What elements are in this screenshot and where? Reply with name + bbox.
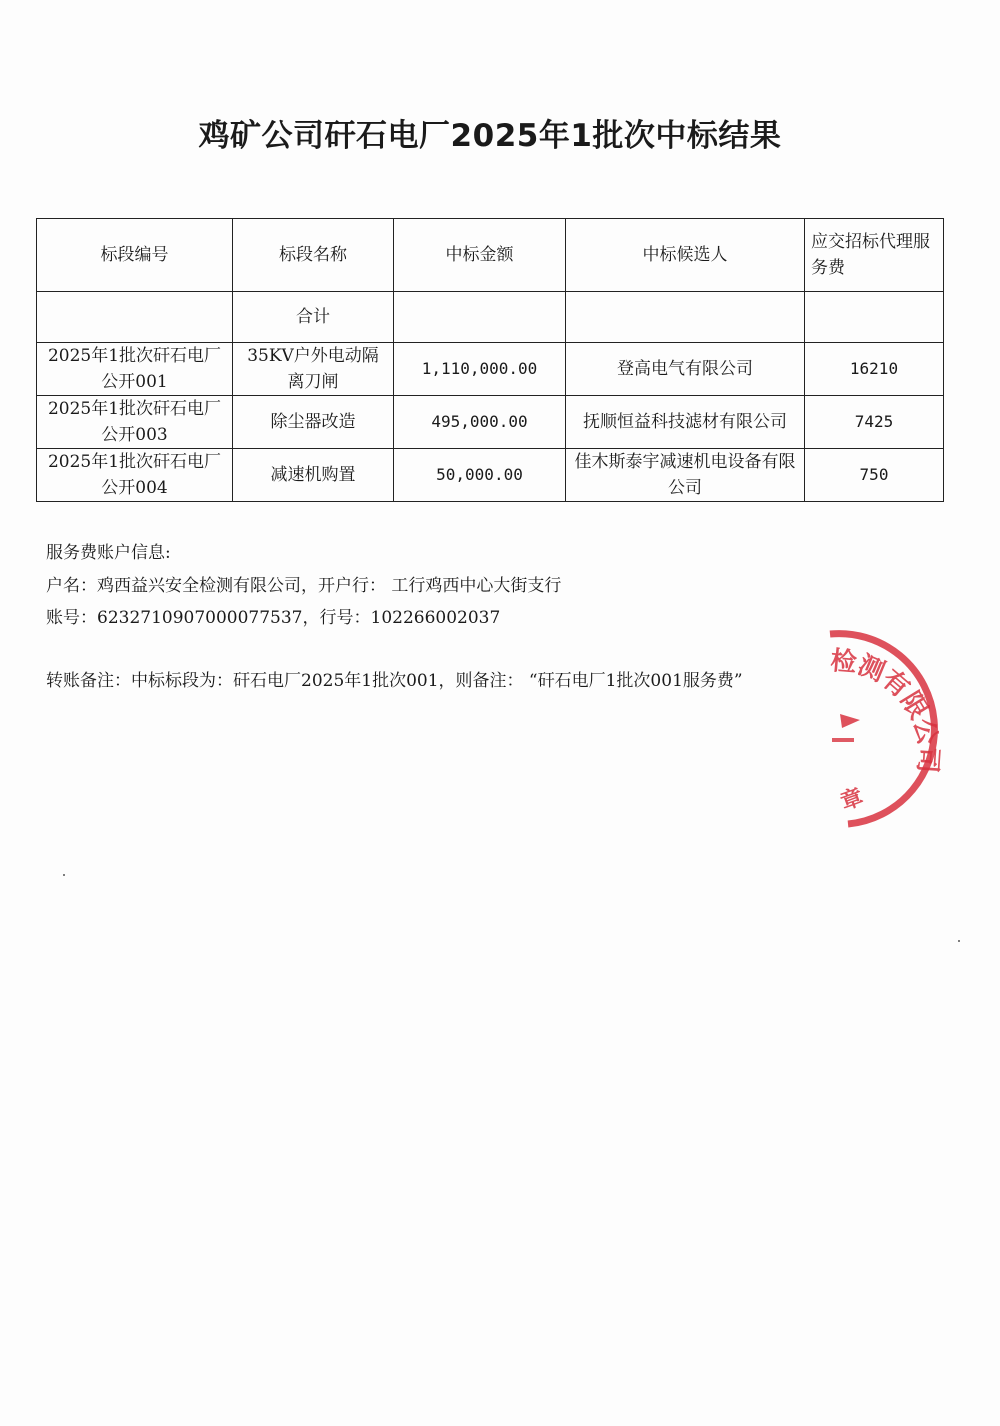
header-agency-fee: 应交招标代理服务费 (805, 219, 944, 292)
section-code: 2025年1批次矸石电厂公开003 (37, 396, 233, 449)
section-name: 35KV户外电动隔离刀闸 (233, 343, 394, 396)
seal-text: 检测有限公司 (829, 646, 944, 775)
agency-fee: 7425 (805, 396, 944, 449)
account-heading: 服务费账户信息: (46, 543, 171, 563)
section-code: 2025年1批次矸石电厂公开001 (37, 343, 233, 396)
table-row (37, 343, 944, 396)
winning-amount: 50,000.00 (394, 449, 566, 502)
page-title: 鸡矿公司矸石电厂2025年1批次中标结果 (198, 118, 782, 154)
table-row (37, 396, 944, 449)
winning-amount: 495,000.00 (394, 396, 566, 449)
winning-candidate: 抚顺恒益科技滤材有限公司 (566, 396, 805, 449)
table-header-row (37, 219, 944, 292)
account-holder-line: 户名：鸡西益兴安全检测有限公司，开户行： 工行鸡西中心大街支行 (46, 576, 562, 596)
header-section-code: 标段编号 (37, 219, 233, 292)
seal-tail-char: 章 (837, 783, 867, 816)
header-section-name: 标段名称 (233, 219, 394, 292)
winning-candidate: 佳木斯泰宇减速机电设备有限公司 (566, 449, 805, 502)
seal-triangle (840, 714, 860, 728)
section-code: 2025年1批次矸石电厂公开004 (37, 449, 233, 502)
total-row (37, 292, 944, 343)
account-number-line: 账号：6232710907000077537，行号：102266002037 (46, 608, 501, 628)
bid-result-table (36, 218, 944, 502)
header-winning-candidate: 中标候选人 (566, 219, 805, 292)
total-cell-empty (37, 292, 233, 343)
header-winning-amount: 中标金额 (394, 219, 566, 292)
agency-fee: 16210 (805, 343, 944, 396)
table-row (37, 449, 944, 502)
section-name: 除尘器改造 (233, 396, 394, 449)
total-fee (805, 292, 944, 343)
company-seal (818, 628, 948, 828)
winning-candidate: 登高电气有限公司 (566, 343, 805, 396)
total-amount (394, 292, 566, 343)
section-name: 减速机购置 (233, 449, 394, 502)
total-candidate (566, 292, 805, 343)
total-label: 合计 (233, 292, 394, 343)
winning-amount: 1,110,000.00 (394, 343, 566, 396)
transfer-note: 转账备注：中标标段为：矸石电厂2025年1批次001，则备注： “矸石电厂1批次001服务费” (46, 671, 743, 691)
agency-fee: 750 (805, 449, 944, 502)
